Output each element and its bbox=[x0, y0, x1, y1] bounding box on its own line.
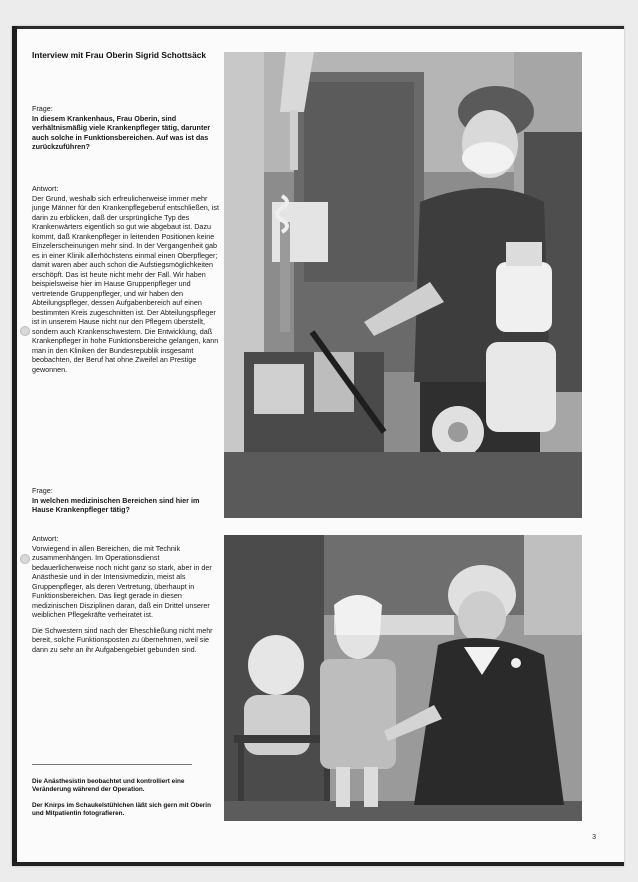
photo-anaesthetist bbox=[224, 52, 582, 518]
answer-label: Antwort: bbox=[32, 534, 59, 543]
article-title: Interview mit Frau Oberin Sigrid Schottsäck bbox=[32, 50, 207, 60]
caption-photo-2: Der Knirps im Schaukelstühlchen läßt sich gern mit Oberin und Mitpatientin fotografieren. bbox=[32, 802, 211, 817]
question-2 bbox=[32, 486, 220, 515]
left-binding-edge bbox=[12, 26, 17, 866]
question-label: Frage: bbox=[32, 486, 53, 495]
caption-photo-1: Die Anästhesistin beobachtet und kontrolliert eine Veränderung während der Operation. bbox=[32, 778, 185, 793]
question-1 bbox=[32, 104, 220, 152]
question-text: In welchen medizinischen Bereichen sind hier im Hause Krankenpfleger tätig? bbox=[32, 495, 200, 514]
answer-label: Antwort: bbox=[32, 184, 59, 193]
punch-hole bbox=[20, 554, 30, 564]
answer-1 bbox=[32, 184, 220, 374]
answer-text: Vorwiegend in allen Bereichen, die mit Technik zusammenhängen. Im Operationsdienst bedauerlicherweise noch nicht ganz so stark, aber in der Anästhesie und in der Intensivmedizin, meist als Gruppenpfleger, als deren Vertretung, überhaupt in Funktionsbereichen. Das liegt gerade in diesen medizinischen Disziplinen daran, daß ein Drittel unserer weiblichen Pflegekräfte verheiratet ist. bbox=[32, 543, 212, 619]
answer-2 bbox=[32, 534, 220, 654]
magazine-page bbox=[12, 26, 624, 866]
bottom-edge-rule bbox=[12, 862, 624, 866]
question-text: In diesem Krankenhaus, Frau Oberin, sind verhältnismäßig viele Krankenpfleger tätig, darunter auch solche in Funktionsbereichen. Auf was ist das zurückzuführen? bbox=[32, 113, 211, 151]
photo-matron-with-children bbox=[224, 535, 582, 821]
answer-text: Der Grund, weshalb sich erfreulicherweise immer mehr junge Männer für den Krankenpflegeberuf entschließen, ist darin zu erblicken, daß der ursprüngliche Typ des Krankenwärters eigentlich so gut wie abgebaut ist. Dazu kommt, daß Krankenpfleger in leitenden Positionen keine Einzelerscheinungen mehr sind. In der Vergangenheit gab es in einer Klinik allerhöchstens einmal einen Oberpfleger; damit waren aber auch schon die Aufstiegsmöglichkeiten erschöpft. Das ist heute nicht mehr der Fall. Wir haben beispielsweise hier im Hause Gruppenpfleger und vertretende Gruppenpfleger, und wir haben den Abteilungspfleger, dessen Aufgabenbereich auf einen bestimmten Kreis zugeschnitten ist. Der Abteilungspfleger ist in unserem Hause nicht nur den Pflegern überstellt, sondern auch Krankenschwestern. Die Entwicklung, daß Krankenpfleger in hohe Funktionsbereiche gelangen, kann man in den Kliniken der Bundesrepublik insgesamt beobachten, der Beruf hat ohne Zweifel an Prestige gewonnen. bbox=[32, 193, 219, 374]
question-label: Frage: bbox=[32, 104, 53, 113]
top-edge-rule bbox=[12, 26, 624, 29]
page-number: 3 bbox=[592, 834, 596, 841]
punch-hole bbox=[20, 326, 30, 336]
caption-divider bbox=[32, 764, 192, 765]
answer-text-continued: Die Schwestern sind nach der Eheschließung nicht mehr bereit, solche Funktionsposten zu übernehmen, weil sie dann zu sehr an ihr Aufgabengebiet gebunden sind. bbox=[32, 625, 213, 654]
